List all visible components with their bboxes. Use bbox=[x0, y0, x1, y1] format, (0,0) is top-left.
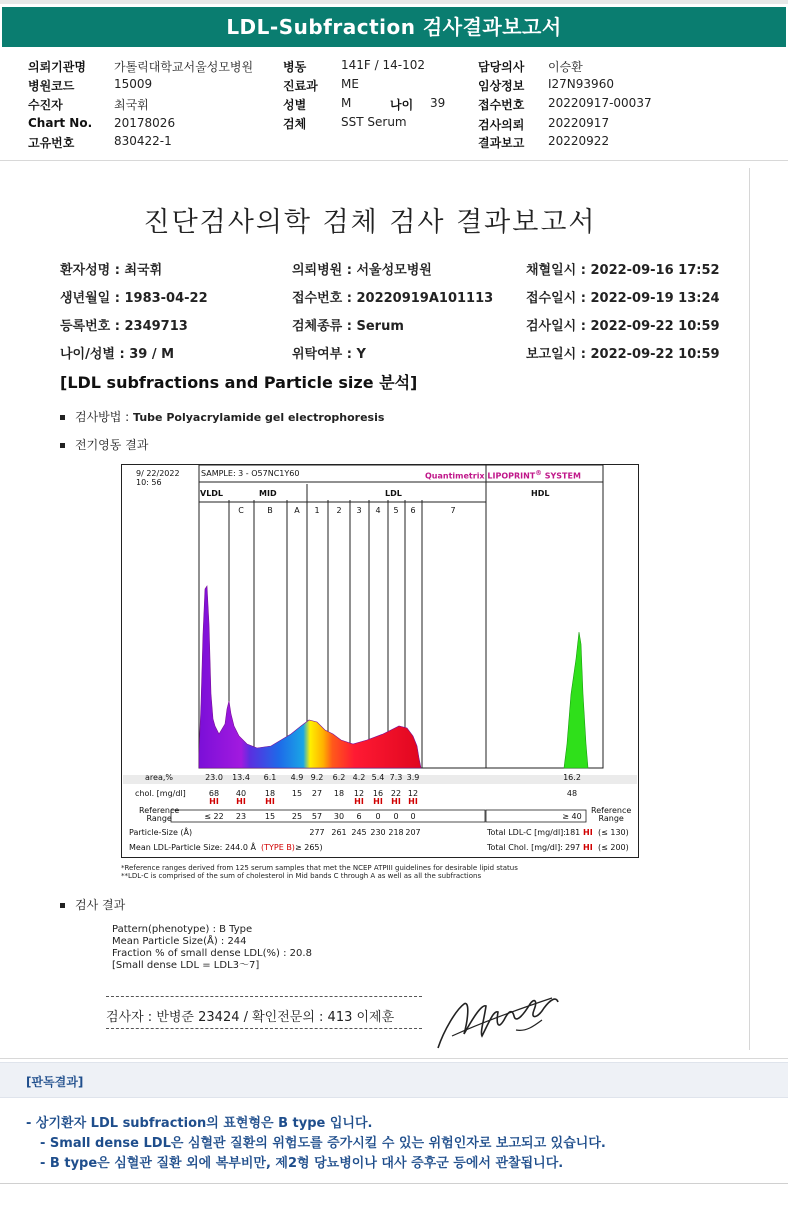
hdl-region-box bbox=[486, 465, 603, 768]
chart-region-lines bbox=[199, 465, 603, 768]
clinical-value: I27N93960 bbox=[548, 77, 614, 91]
registration-no: 등록번호 : 2349713 bbox=[60, 319, 188, 334]
particle-value: 218 bbox=[388, 828, 404, 837]
hi-flag: HI bbox=[408, 797, 418, 806]
dept-value: ME bbox=[341, 77, 359, 91]
chol-value: 27 bbox=[311, 789, 323, 798]
bullet-icon bbox=[60, 903, 65, 908]
hi-flag: HI bbox=[265, 797, 275, 806]
chart-system-sup: ® bbox=[535, 469, 542, 477]
specimen-label: 검체 bbox=[283, 117, 307, 131]
result-line: Mean Particle Size(Å) : 244 bbox=[112, 936, 247, 947]
collector-value: 최국휘 bbox=[114, 98, 149, 112]
band-label: 7 bbox=[450, 506, 456, 515]
area-value: 23.0 bbox=[205, 773, 223, 782]
chol-value: 40 bbox=[235, 789, 247, 798]
hospital-value: 가톨릭대학교서울성모병원 bbox=[114, 60, 254, 74]
code-label: 병원코드 bbox=[28, 79, 75, 93]
result-line: [Small dense LDL = LDL3～7] bbox=[112, 960, 260, 971]
receive-time: 접수일시 : 2022-09-19 13:24 bbox=[526, 291, 720, 306]
area-value: 6.1 bbox=[263, 773, 277, 782]
hi-flag: HI bbox=[236, 797, 246, 806]
chart-sample: SAMPLE: 3 - O57NC1Y60 bbox=[201, 469, 300, 478]
electro-bullet bbox=[60, 436, 148, 453]
consign-status: 위탁여부 : Y bbox=[292, 347, 366, 362]
accession-value: 20220917-00037 bbox=[548, 96, 652, 110]
collector-label: 수진자 bbox=[28, 98, 63, 112]
chol-value: 68 bbox=[208, 789, 220, 798]
chart-system-text: Quantimetrix LIPOPRINT bbox=[425, 471, 536, 481]
area-value: 4.9 bbox=[290, 773, 304, 782]
particle-value: 230 bbox=[370, 828, 386, 837]
specimen-value: SST Serum bbox=[341, 115, 407, 129]
hdl-profile-area bbox=[564, 632, 588, 768]
area-value: 3.9 bbox=[406, 773, 420, 782]
band-label: 3 bbox=[356, 506, 362, 515]
signer-line: 검사자 : 반병준 23424 / 확인전문의 : 413 이제훈 bbox=[106, 1010, 395, 1025]
footnote-2: **LDL-C is comprised of the sum of cholesterol in Mid bands C through A as well as all the subfractions bbox=[121, 872, 482, 880]
accession-label: 접수번호 bbox=[478, 98, 525, 112]
particle-value: 245 bbox=[351, 828, 367, 837]
area-value-hdl: 16.2 bbox=[563, 773, 581, 782]
result-label: 검사 결과 bbox=[75, 898, 126, 912]
mean-type: (TYPE B) bbox=[261, 843, 295, 852]
group-label-vldl: VLDL bbox=[200, 489, 224, 498]
result-line: Pattern(phenotype) : B Type bbox=[112, 924, 253, 935]
signature-mark bbox=[434, 990, 564, 1054]
area-value: 9.2 bbox=[310, 773, 324, 782]
chol-value-hdl: 48 bbox=[566, 789, 578, 798]
electro-label: 전기영동 결과 bbox=[75, 438, 149, 452]
group-label-mid: MID bbox=[259, 489, 277, 498]
age-sex: 나이/성별 : 39 / M bbox=[60, 347, 175, 362]
ref-label: Reference Range bbox=[139, 806, 180, 823]
code-value: 15009 bbox=[114, 77, 153, 91]
doctor-value: 이승환 bbox=[548, 60, 583, 74]
hi-flag: HI bbox=[373, 797, 383, 806]
area-value: 5.4 bbox=[371, 773, 385, 782]
mean-value: 244.0 Å bbox=[225, 843, 256, 852]
ward-label: 병동 bbox=[283, 60, 307, 74]
chol-value: 18 bbox=[333, 789, 345, 798]
group-label-ldl: LDL bbox=[385, 489, 402, 498]
chol-value: 12 bbox=[353, 789, 365, 798]
unique-no-value: 830422-1 bbox=[114, 134, 172, 148]
finding-line: - B type은 심혈관 질환 외에 복부비만, 제2형 당뇨병이나 대사 증후군 등에서 관찰됩니다. bbox=[40, 1156, 564, 1171]
accession-no: 접수번호 : 20220919A101113 bbox=[292, 291, 494, 306]
area-value: 13.4 bbox=[232, 773, 250, 782]
doctor-label: 담당의사 bbox=[478, 60, 525, 74]
chol-label: chol. [mg/dl] bbox=[135, 789, 186, 798]
sex-value: M bbox=[341, 96, 352, 110]
mean-limit: ≥ 265) bbox=[295, 843, 323, 852]
chart-no-value: 20178026 bbox=[114, 116, 176, 130]
ref-value-hdl: ≥ 40 bbox=[562, 812, 582, 821]
total-ldl-label: Total LDL-C [mg/dl]: bbox=[487, 828, 566, 837]
method-value: Tube Polyacrylamide gel electrophoresis bbox=[133, 411, 385, 424]
chart-time: 10: 56 bbox=[136, 478, 162, 487]
dept-label: 진료과 bbox=[283, 79, 318, 93]
particle-label: Particle-Size (Å) bbox=[129, 828, 193, 837]
report-banner: LDL-Subfraction 검사결과보고서 bbox=[2, 7, 786, 47]
particle-value: 261 bbox=[331, 828, 347, 837]
ref-value: 57 bbox=[311, 812, 323, 821]
ref-value: 0 bbox=[375, 812, 381, 821]
report-value: 20220922 bbox=[548, 134, 610, 148]
area-value: 4.2 bbox=[352, 773, 366, 782]
area-value: 7.3 bbox=[389, 773, 403, 782]
ref-value: 23 bbox=[235, 812, 247, 821]
specimen-type: 검체종류 : Serum bbox=[292, 319, 404, 334]
clinical-label: 임상정보 bbox=[478, 79, 525, 93]
method-bullet bbox=[60, 408, 384, 425]
area-label: area,% bbox=[145, 773, 173, 782]
birth-date: 생년월일 : 1983-04-22 bbox=[60, 291, 208, 306]
particle-value: 207 bbox=[405, 828, 421, 837]
total-chol-hi: HI bbox=[583, 843, 593, 852]
ref-value: 25 bbox=[291, 812, 303, 821]
total-ldl-value: 181 bbox=[565, 828, 581, 837]
mean-label: Mean LDL-Particle Size: bbox=[129, 843, 223, 852]
result-line: Fraction % of small dense LDL(%) : 20.8 bbox=[112, 948, 312, 959]
chart-system-name bbox=[425, 469, 581, 481]
report-label: 결과보고 bbox=[478, 136, 525, 150]
total-chol-label: Total Chol. [mg/dl]: bbox=[487, 843, 563, 852]
chol-value: 22 bbox=[390, 789, 402, 798]
band-label: 2 bbox=[336, 506, 342, 515]
group-label-hdl: HDL bbox=[531, 489, 550, 498]
chol-value: 15 bbox=[291, 789, 303, 798]
chart-system-tail: SYSTEM bbox=[541, 471, 581, 481]
electrophoresis-chart bbox=[121, 464, 639, 858]
ref-label-right: Reference Range bbox=[591, 806, 632, 823]
hi-flag: HI bbox=[391, 797, 401, 806]
ref-value: ≤ 22 bbox=[204, 812, 224, 821]
hi-flag: HI bbox=[354, 797, 364, 806]
area-value: 6.2 bbox=[332, 773, 346, 782]
ref-value: 6 bbox=[356, 812, 362, 821]
total-ldl-limit: (≤ 130) bbox=[598, 828, 629, 837]
ref-value: 15 bbox=[264, 812, 276, 821]
top-border bbox=[0, 0, 788, 4]
footnote-1: *Reference ranges derived from 125 serum samples that met the NCEP ATPIII guidelines for desirable lipid status bbox=[121, 864, 518, 872]
report-time: 보고일시 : 2022-09-22 10:59 bbox=[526, 347, 720, 362]
chol-value: 16 bbox=[372, 789, 384, 798]
ref-value: 0 bbox=[410, 812, 416, 821]
hospital-label: 의뢰기관명 bbox=[28, 60, 86, 74]
ward-value: 141F / 14-102 bbox=[341, 58, 425, 72]
finding-line: - 상기환자 LDL subfraction의 표현형은 B type 입니다. bbox=[26, 1116, 373, 1131]
total-chol-value: 297 bbox=[565, 843, 581, 852]
chol-value: 12 bbox=[407, 789, 419, 798]
method-label: 검사방법 : bbox=[75, 410, 134, 424]
band-label: 1 bbox=[314, 506, 320, 515]
signature-rule-bottom bbox=[106, 1028, 422, 1029]
request-hospital: 의뢰병원 : 서울성모병원 bbox=[292, 263, 432, 278]
age-value: 39 bbox=[430, 96, 446, 110]
finding-title: [판독결과] bbox=[26, 1075, 84, 1089]
band-label: 4 bbox=[375, 506, 381, 515]
signature-rule-top bbox=[106, 996, 422, 997]
collect-time: 채혈일시 : 2022-09-16 17:52 bbox=[526, 263, 720, 278]
patient-name: 환자성명 : 최국휘 bbox=[60, 263, 163, 278]
finding-header bbox=[0, 1062, 788, 1098]
chart-date: 9/ 22/2022 bbox=[136, 469, 180, 478]
sex-label: 성별 bbox=[283, 98, 307, 112]
ref-value: 0 bbox=[393, 812, 399, 821]
section-title: [LDL subfractions and Particle size 분석] bbox=[60, 373, 418, 392]
test-time: 검사일시 : 2022-09-22 10:59 bbox=[526, 319, 720, 334]
report-title: 진단검사의학 검체 검사 결과보고서 bbox=[143, 207, 597, 238]
chol-value: 18 bbox=[264, 789, 276, 798]
band-label: C bbox=[238, 506, 244, 515]
divider bbox=[0, 160, 788, 161]
band-label: A bbox=[294, 506, 300, 515]
unique-no-label: 고유번호 bbox=[28, 136, 75, 150]
finding-line: - Small dense LDL은 심혈관 질환의 위험도를 증가시킬 수 있는 위험인자로 보고되고 있습니다. bbox=[40, 1136, 606, 1151]
total-ldl-hi: HI bbox=[583, 828, 593, 837]
band-label: 5 bbox=[393, 506, 399, 515]
hi-flag: HI bbox=[209, 797, 219, 806]
particle-value: 277 bbox=[309, 828, 325, 837]
request-value: 20220917 bbox=[548, 116, 610, 130]
chart-no-label: Chart No. bbox=[28, 116, 93, 130]
band-label: B bbox=[267, 506, 273, 515]
request-label: 검사의뢰 bbox=[478, 118, 525, 132]
band-label: 6 bbox=[410, 506, 416, 515]
result-list bbox=[112, 924, 312, 972]
ref-value: 30 bbox=[333, 812, 345, 821]
bullet-icon bbox=[60, 443, 65, 448]
divider bbox=[0, 1058, 788, 1059]
total-chol-limit: (≤ 200) bbox=[598, 843, 629, 852]
result-bullet bbox=[60, 896, 125, 913]
bullet-icon bbox=[60, 415, 65, 420]
request-meta bbox=[0, 54, 788, 154]
finding-body bbox=[0, 1098, 788, 1184]
age-label: 나이 bbox=[390, 98, 414, 112]
